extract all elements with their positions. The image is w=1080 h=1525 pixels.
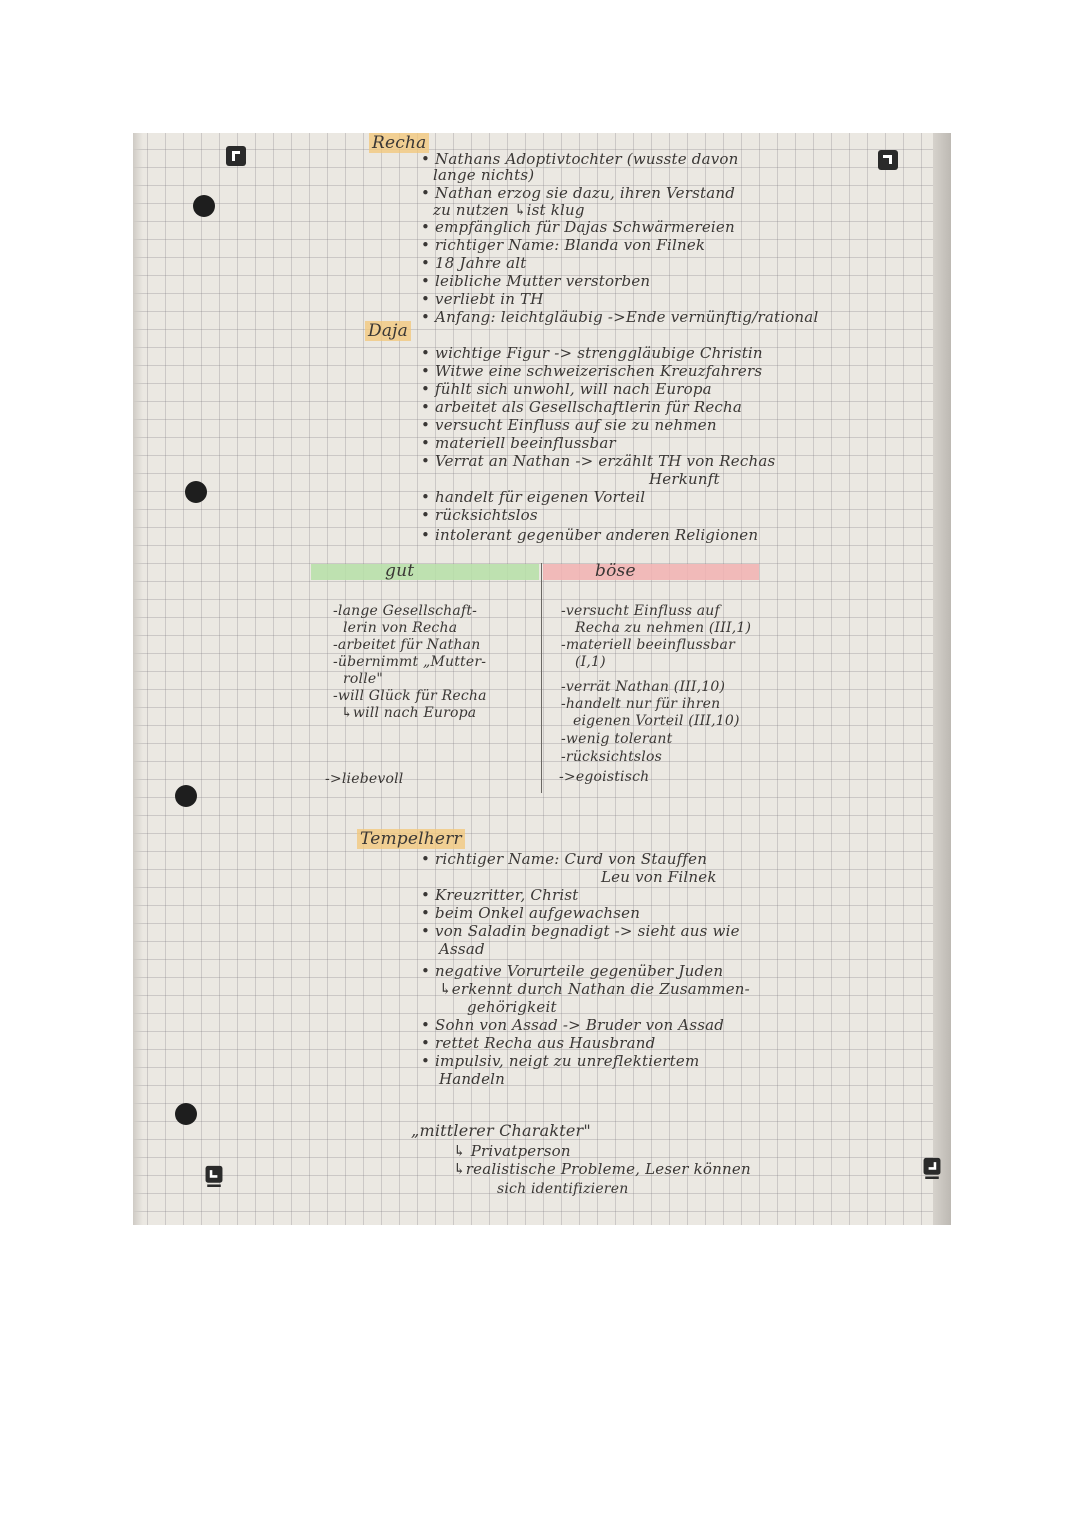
recha-line: • Nathans Adoptivtochter (wusste davon: [421, 151, 739, 167]
table-divider: [541, 563, 542, 793]
good-line: rolle": [343, 671, 384, 687]
good-line: lerin von Recha: [343, 620, 458, 636]
daja-line: • handelt für eigenen Vorteil: [421, 489, 645, 505]
recha-line: lange nichts): [433, 166, 535, 184]
good-line: -will Glück für Recha: [333, 688, 487, 704]
good-line: -arbeitet für Nathan: [333, 637, 481, 653]
tempelherr-line: • rettet Recha aus Hausbrand: [421, 1035, 655, 1051]
bad-header-highlight: [543, 561, 759, 581]
character-note-title: „mittlerer Charakter": [411, 1121, 591, 1140]
bad-line: ->egoistisch: [559, 769, 650, 785]
bad-line: (I,1): [575, 654, 606, 670]
daja-line: • rücksichtslos: [421, 507, 538, 523]
notebook-photo: [133, 133, 951, 1225]
recha-line: • verliebt in TH: [421, 291, 544, 307]
tempelherr-line: Assad: [439, 940, 485, 958]
good-summary: ->liebevoll: [325, 771, 404, 787]
tempelherr-line: • beim Onkel aufgewachsen: [421, 905, 640, 921]
tempelherr-line: • negative Vorurteile gegenüber Juden: [421, 963, 723, 979]
bad-line: -versucht Einfluss auf: [561, 603, 720, 619]
daja-heading: Daja: [365, 323, 411, 339]
grid-paper: [133, 133, 951, 1225]
good-line: -übernimmt „Mutter-: [333, 654, 487, 670]
tempelherr-line: • von Saladin begnadigt -> sieht aus wie: [421, 923, 740, 939]
daja-line: • Witwe eine schweizerischen Kreuzfahrers: [421, 363, 762, 379]
bad-line: -rücksichtslos: [561, 749, 662, 765]
daja-line: • fühlt sich unwohl, will nach Europa: [421, 381, 712, 397]
bad-header: böse: [595, 561, 636, 581]
tempelherr-line: Leu von Filnek: [601, 868, 717, 886]
good-header: gut: [385, 561, 415, 581]
tempelherr-line: ↳erkennt durch Nathan die Zusammen-: [439, 980, 750, 998]
punch-hole: [175, 785, 197, 807]
recha-line: zu nutzen ↳ist klug: [433, 201, 585, 219]
tempelherr-line: gehörigkeit: [467, 998, 557, 1016]
bad-line: -handelt nur für ihren: [561, 696, 721, 712]
good-line: -lange Gesellschaft-: [333, 603, 478, 619]
paper-shadow: [133, 133, 143, 1225]
good-header-highlight: [311, 561, 539, 581]
recha-line: • empfänglich für Dajas Schwärmereien: [421, 219, 735, 235]
character-note-line: ↳realistische Probleme, Leser können: [453, 1160, 751, 1178]
daja-line: • versucht Einfluss auf sie zu nehmen: [421, 417, 717, 433]
tempelherr-line: Handeln: [439, 1070, 506, 1088]
daja-line: • intolerant gegenüber anderen Religionen: [421, 527, 758, 543]
recha-line: • 18 Jahre alt: [421, 255, 527, 271]
recha-line: • Nathan erzog sie dazu, ihren Verstand: [421, 185, 735, 201]
corner-marker-icon: [877, 149, 899, 171]
daja-line: • Verrat an Nathan -> erzählt TH von Rechas: [421, 453, 775, 469]
recha-line: • richtiger Name: Blanda von Filnek: [421, 237, 705, 253]
good-line: ↳will nach Europa: [341, 705, 477, 721]
daja-line: • materiell beeinflussbar: [421, 435, 616, 451]
tempelherr-line: • richtiger Name: Curd von Stauffen: [421, 851, 707, 867]
daja-line: • wichtige Figur -> strenggläubige Christin: [421, 345, 763, 361]
tempelherr-line: • Kreuzritter, Christ: [421, 887, 578, 903]
character-note-line: ↳ Privatperson: [453, 1142, 571, 1160]
tempelherr-line: • Sohn von Assad -> Bruder von Assad: [421, 1017, 724, 1033]
corner-marker-icon: [203, 1165, 225, 1187]
corner-marker-icon: [225, 145, 247, 167]
tempelherr-line: • impulsiv, neigt zu unreflektiertem: [421, 1053, 699, 1069]
bad-line: -materiell beeinflussbar: [561, 637, 735, 653]
punch-hole: [175, 1103, 197, 1125]
punch-hole: [193, 195, 215, 217]
character-note-line: sich identifizieren: [497, 1181, 629, 1197]
bad-line: -verrät Nathan (III,10): [561, 679, 726, 695]
recha-line: • leibliche Mutter verstorben: [421, 273, 650, 289]
recha-heading: Recha: [369, 135, 429, 151]
daja-line: • arbeitet als Gesellschaftlerin für Recha: [421, 399, 742, 415]
bad-line: -wenig tolerant: [561, 731, 673, 747]
tempelherr-heading: Tempelherr: [357, 831, 465, 847]
bad-line: eigenen Vorteil (III,10): [573, 713, 740, 729]
corner-marker-icon: [921, 1157, 943, 1179]
daja-line: Herkunft: [649, 470, 720, 488]
punch-hole: [185, 481, 207, 503]
bad-line: Recha zu nehmen (III,1): [575, 620, 752, 636]
recha-line: • Anfang: leichtgläubig ->Ende vernünftig/rational: [421, 309, 818, 325]
binding-strip: [933, 133, 951, 1225]
